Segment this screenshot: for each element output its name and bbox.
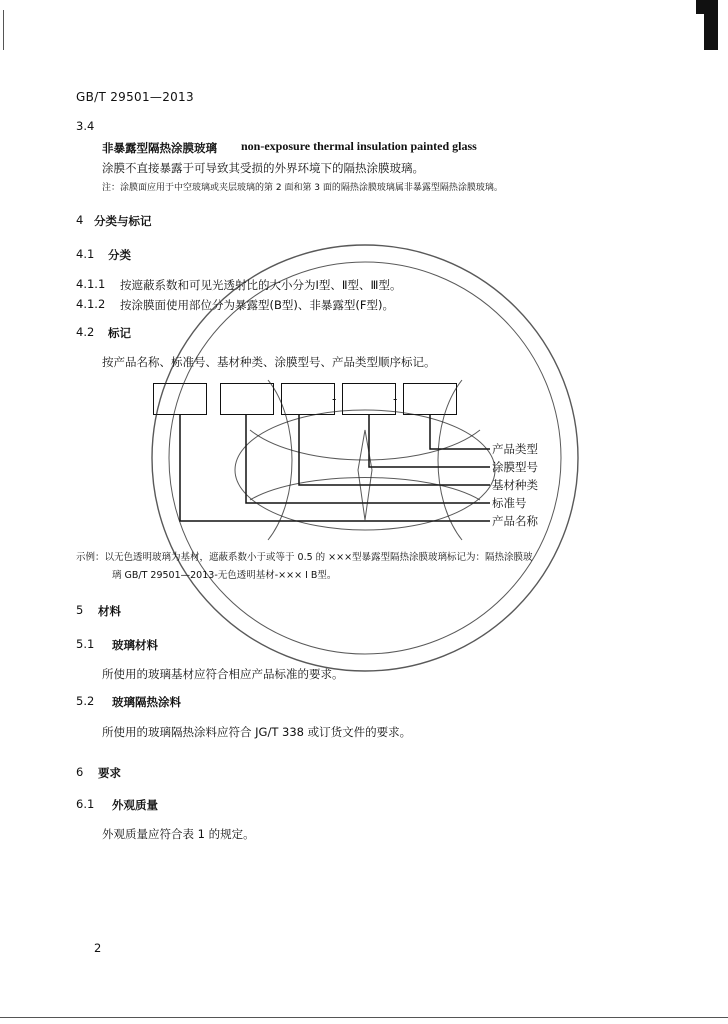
page-number: 2 xyxy=(94,941,102,955)
marking-label-substrate: 基材种类 xyxy=(492,478,538,492)
clause-5-1-number: 5.1 xyxy=(76,637,95,651)
clause-5-2-number: 5.2 xyxy=(76,694,95,708)
clause-4-1-title: 分类 xyxy=(108,248,131,262)
clause-6-1-title: 外观质量 xyxy=(112,798,158,812)
clause-4-2-title: 标记 xyxy=(108,326,131,340)
clause-5-2-title: 玻璃隔热涂料 xyxy=(112,695,181,709)
term-en: non-exposure thermal insulation painted glass xyxy=(241,139,477,153)
marking-example-line-1: 示例：以无色透明玻璃为基材，遮蔽系数小于或等于 0.5 的 ×××型暴露型隔热涂膜玻璃标记为：隔热涂膜玻 xyxy=(76,552,533,563)
clause-6-1-number: 6.1 xyxy=(76,797,95,811)
section-4-number: 4 xyxy=(76,213,84,227)
section-4-title: 分类与标记 xyxy=(94,214,152,228)
term-zh: 非暴露型隔热涂膜玻璃 xyxy=(102,141,217,155)
section-5-title: 材料 xyxy=(98,604,121,618)
marking-label-product-name: 产品名称 xyxy=(492,514,538,528)
term-note: 注：涂膜面应用于中空玻璃或夹层玻璃的第 2 面和第 3 面的隔热涂膜玻璃属非暴露型隔热涂膜玻璃。 xyxy=(102,183,503,193)
clause-4-1-number: 4.1 xyxy=(76,247,95,261)
marking-label-product-type: 产品类型 xyxy=(492,442,538,456)
marking-dash-1: - xyxy=(332,392,337,406)
marking-order-text: 按产品名称、标准号、基材种类、涂膜型号、产品类型顺序标记。 xyxy=(102,355,436,369)
section-6-number: 6 xyxy=(76,765,84,779)
marking-label-film-model: 涂膜型号 xyxy=(492,460,538,474)
clause-5-2-text: 所使用的玻璃隔热涂料应符合 JG/T 338 或订货文件的要求。 xyxy=(102,725,412,739)
marking-example-line-2: 璃 GB/T 29501—2013-无色透明基材-××× Ⅰ B型。 xyxy=(112,570,337,581)
term-definition: 涂膜不直接暴露于可导致其受损的外界环境下的隔热涂膜玻璃。 xyxy=(102,161,424,175)
section-5-number: 5 xyxy=(76,603,84,617)
clause-6-1-text: 外观质量应符合表 1 的规定。 xyxy=(102,827,255,841)
section-6-title: 要求 xyxy=(98,766,121,780)
marking-label-standard-no: 标准号 xyxy=(492,496,527,510)
marking-dash-2: - xyxy=(393,392,398,406)
clause-3-4-number: 3.4 xyxy=(76,119,95,133)
clause-4-1-2-number: 4.1.2 xyxy=(76,297,106,311)
clause-5-1-text: 所使用的玻璃基材应符合相应产品标准的要求。 xyxy=(102,667,344,681)
clause-4-1-1-text: 按遮蔽系数和可见光透射比的大小分为Ⅰ型、Ⅱ型、Ⅲ型。 xyxy=(120,278,402,292)
clause-5-1-title: 玻璃材料 xyxy=(112,638,158,652)
clause-4-1-2-text: 按涂膜面使用部位分为暴露型(B型)、非暴露型(F型)。 xyxy=(120,298,394,312)
standard-number: GB/T 29501—2013 xyxy=(76,90,194,104)
clause-4-2-number: 4.2 xyxy=(76,325,95,339)
scan-bottom-edge xyxy=(0,1017,728,1018)
clause-4-1-1-number: 4.1.1 xyxy=(76,277,106,291)
